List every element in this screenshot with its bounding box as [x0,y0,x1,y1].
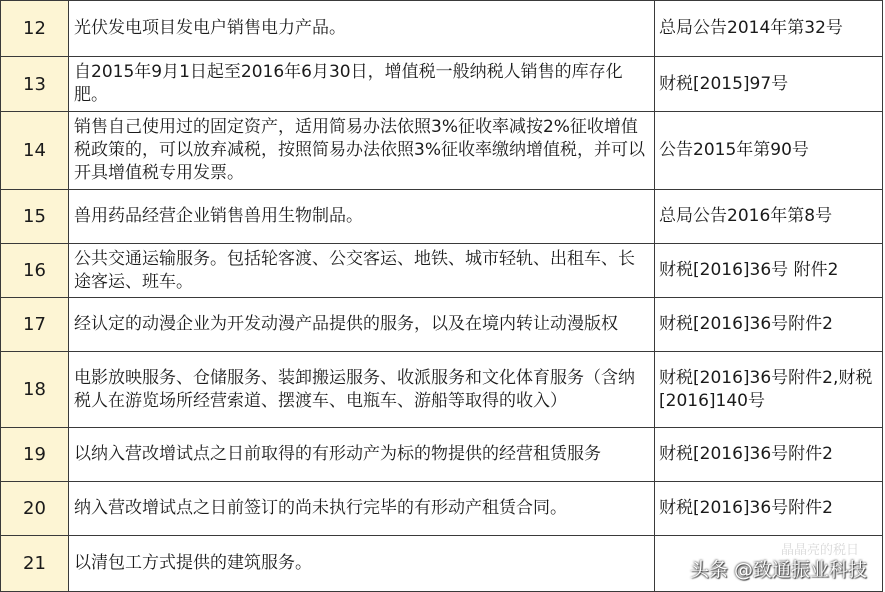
row-content: 经认定的动漫企业为开发动漫产品提供的服务，以及在境内转让动漫版权 [69,298,655,352]
row-content: 销售自己使用过的固定资产，适用简易办法依照3%征收率减按2%征收增值税政策的，可以放弃减税，按照简易办法依照3%征收率缴纳增值税，并可以开具增值税专用发票。 [69,112,655,190]
row-content: 以清包工方式提供的建筑服务。 [69,536,655,592]
row-number: 12 [1,1,69,57]
table-row [1,244,883,298]
watermark-text: 头条 @致通振业科技 [689,559,867,581]
table-row [1,57,883,112]
row-content: 光伏发电项目发电户销售电力产品。 [69,1,655,57]
row-content: 自2015年9月1日起至2016年6月30日，增值税一般纳税人销售的库存化肥。 [69,57,655,112]
row-number: 21 [1,536,69,592]
row-reference: 财税[2016]36号附件2,财税[2016]140号 [655,352,883,428]
row-number: 17 [1,298,69,352]
row-reference: 总局公告2014年第32号 [655,1,883,57]
row-number: 13 [1,57,69,112]
row-reference: 总局公告2016年第8号 [655,190,883,244]
row-reference: 财税[2016]36号 附件2 [655,244,883,298]
row-content: 公共交通运输服务。包括轮客渡、公交客运、地铁、城市轻轨、出租车、长途客运、班车。 [69,244,655,298]
row-content: 电影放映服务、仓储服务、装卸搬运服务、收派服务和文化体育服务（含纳税人在游览场所经营索道、摆渡车、电瓶车、游船等取得的收入） [69,352,655,428]
row-number: 18 [1,352,69,428]
table-row [1,482,883,536]
row-reference: 财税[2016]36号附件2 [655,428,883,482]
row-reference: 财税[2016]36号附件2 [655,298,883,352]
row-number: 20 [1,482,69,536]
table-row [1,1,883,57]
row-content: 兽用药品经营企业销售兽用生物制品。 [69,190,655,244]
row-content: 纳入营改增试点之日前签订的尚未执行完毕的有形动产租赁合同。 [69,482,655,536]
row-number: 15 [1,190,69,244]
table-row [1,112,883,190]
row-number: 14 [1,112,69,190]
row-reference: 财税[2015]97号 [655,57,883,112]
watermark-subtitle: 晶晶亮的税日 [780,543,859,558]
table-row [1,428,883,482]
row-content: 以纳入营改增试点之日前取得的有形动产为标的物提供的经营租赁服务 [69,428,655,482]
row-number: 16 [1,244,69,298]
row-reference: 公告2015年第90号 [655,112,883,190]
row-reference: 财税[2016]36号附件2 [655,482,883,536]
table-row [1,298,883,352]
table-row [1,352,883,428]
table-row [1,190,883,244]
row-number: 19 [1,428,69,482]
